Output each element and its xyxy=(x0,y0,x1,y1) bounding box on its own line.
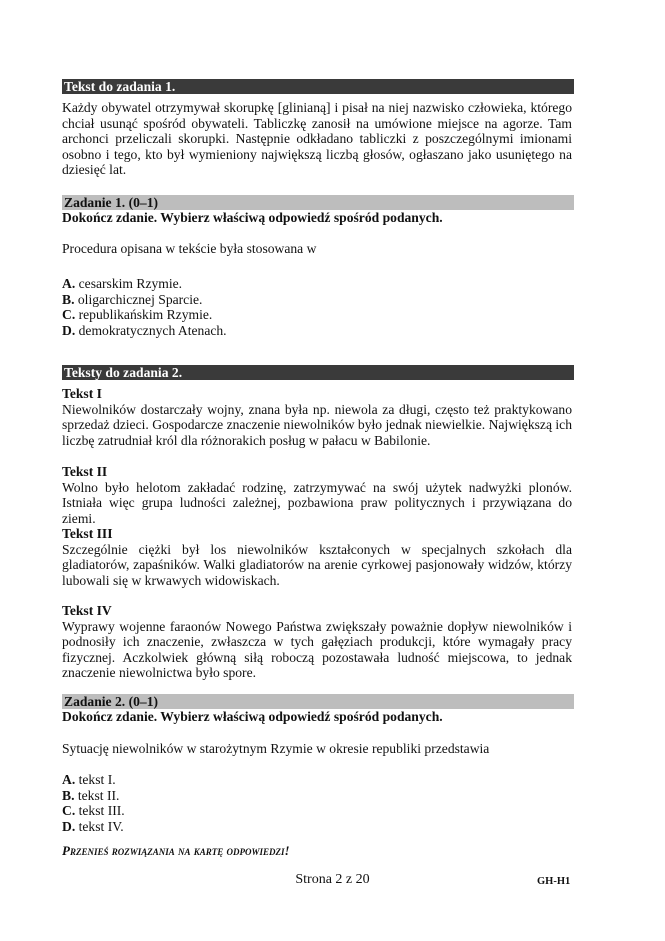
option-text: tekst II. xyxy=(77,787,120,803)
option-text: tekst I. xyxy=(78,772,116,787)
text-title: Tekst III xyxy=(62,526,113,541)
section1-header: Tekst do zadania 1. xyxy=(62,79,574,94)
option-letter: B. xyxy=(62,787,75,803)
option-a[interactable] xyxy=(62,276,572,292)
option-text: republikańskim Rzymie. xyxy=(78,307,213,322)
option-a[interactable] xyxy=(62,772,572,788)
option-d[interactable] xyxy=(62,323,572,339)
option-text: cesarskim Rzymie. xyxy=(78,276,183,291)
text-3 xyxy=(62,526,572,588)
option-letter: D. xyxy=(62,322,76,338)
text-2 xyxy=(62,464,572,526)
text-title: Tekst I xyxy=(62,386,102,401)
option-letter: A. xyxy=(62,276,76,291)
text-body: Szczególnie ciężki był los niewolników kształconych w specjalnych szkołach dla gladiatorów, zapaśników. Walki gladiatorów na arenie cyrkowej pasjonowały widzów, którzy lubowali się w krwawych widowiskach. xyxy=(62,541,572,588)
option-c[interactable] xyxy=(62,307,572,323)
text-title: Tekst IV xyxy=(62,603,112,618)
text-title: Tekst II xyxy=(62,464,108,479)
text-1 xyxy=(62,386,572,448)
task1-header: Zadanie 1. (0–1) xyxy=(62,195,574,210)
option-text: tekst IV. xyxy=(78,818,124,834)
transfer-note: Przenieś rozwiązania na kartę odpowiedzi! xyxy=(62,843,290,858)
text-body: Niewolników dostarczały wojny, znana była np. niewola za długi, często też praktykowano sprzedaż dzieci. Gospodarcze znaczenie niewolników było jednak niewielkie. Największą ich liczbę zatrudniał król dla różnorakich posług w pałacu w Babilonie. xyxy=(62,401,572,448)
option-text: tekst III. xyxy=(78,803,125,818)
exam-code: GH-H1 xyxy=(537,876,571,887)
task2-stem: Sytuację niewolników w starożytnym Rzymie w okresie republiki przedstawia xyxy=(62,741,490,756)
task2-instruction: Dokończ zdanie. Wybierz właściwą odpowiedź spośród podanych. xyxy=(62,709,443,724)
text-body: Wyprawy wojenne faraonów Nowego Państwa zwiększały poważnie dopływ niewolników i podnosiły ich znaczenie, zwłaszcza w tych gałęziach produkcji, które wymagały pracy fizycznej. Aczkolwiek główną siłą roboczą pozostawała ludność miejscowa, to jednak znaczenie niewolnictwa było spore. xyxy=(62,618,572,680)
text-body: Wolno było helotom zakładać rodzinę, zatrzymywać na swój użytek nadwyżki plonów. Istniała więc grupa ludności zależnej, pozbawiona praw politycznych i przywiązana do ziemi. xyxy=(62,479,572,526)
option-text: oligarchicznej Sparcie. xyxy=(77,291,203,307)
option-letter: D. xyxy=(62,818,76,834)
option-b[interactable] xyxy=(62,292,572,308)
option-letter: A. xyxy=(62,772,76,787)
task2-options xyxy=(62,772,572,834)
text-4 xyxy=(62,603,572,681)
option-text: demokratycznych Atenach. xyxy=(78,322,227,338)
option-letter: C. xyxy=(62,803,76,818)
option-letter: C. xyxy=(62,307,76,322)
task1-instruction: Dokończ zdanie. Wybierz właściwą odpowiedź spośród podanych. xyxy=(62,210,443,225)
option-d[interactable] xyxy=(62,819,572,835)
section1-text: Każdy obywatel otrzymywał skorupkę [glinianą] i pisał na niej nazwisko człowieka, którego chciał usunąć spośród obywateli. Tabliczkę zanosił na umówione miejsce na agorze. Tam archonci przeliczali skorupki. Następnie odkładano tabliczki z poszczególnymi imionami osobno i tego, kto był wymieniony największą liczbą głosów, ogłaszano jako usuniętego na dziesięć lat. xyxy=(62,100,572,177)
option-letter: B. xyxy=(62,291,75,307)
option-b[interactable] xyxy=(62,788,572,804)
task2-header: Zadanie 2. (0–1) xyxy=(62,694,574,709)
page-number: Strona 2 z 20 xyxy=(295,872,370,887)
task1-stem: Procedura opisana w tekście była stosowana w xyxy=(62,241,317,256)
option-c[interactable] xyxy=(62,803,572,819)
section2-header: Teksty do zadania 2. xyxy=(62,365,574,380)
task1-options xyxy=(62,276,572,338)
